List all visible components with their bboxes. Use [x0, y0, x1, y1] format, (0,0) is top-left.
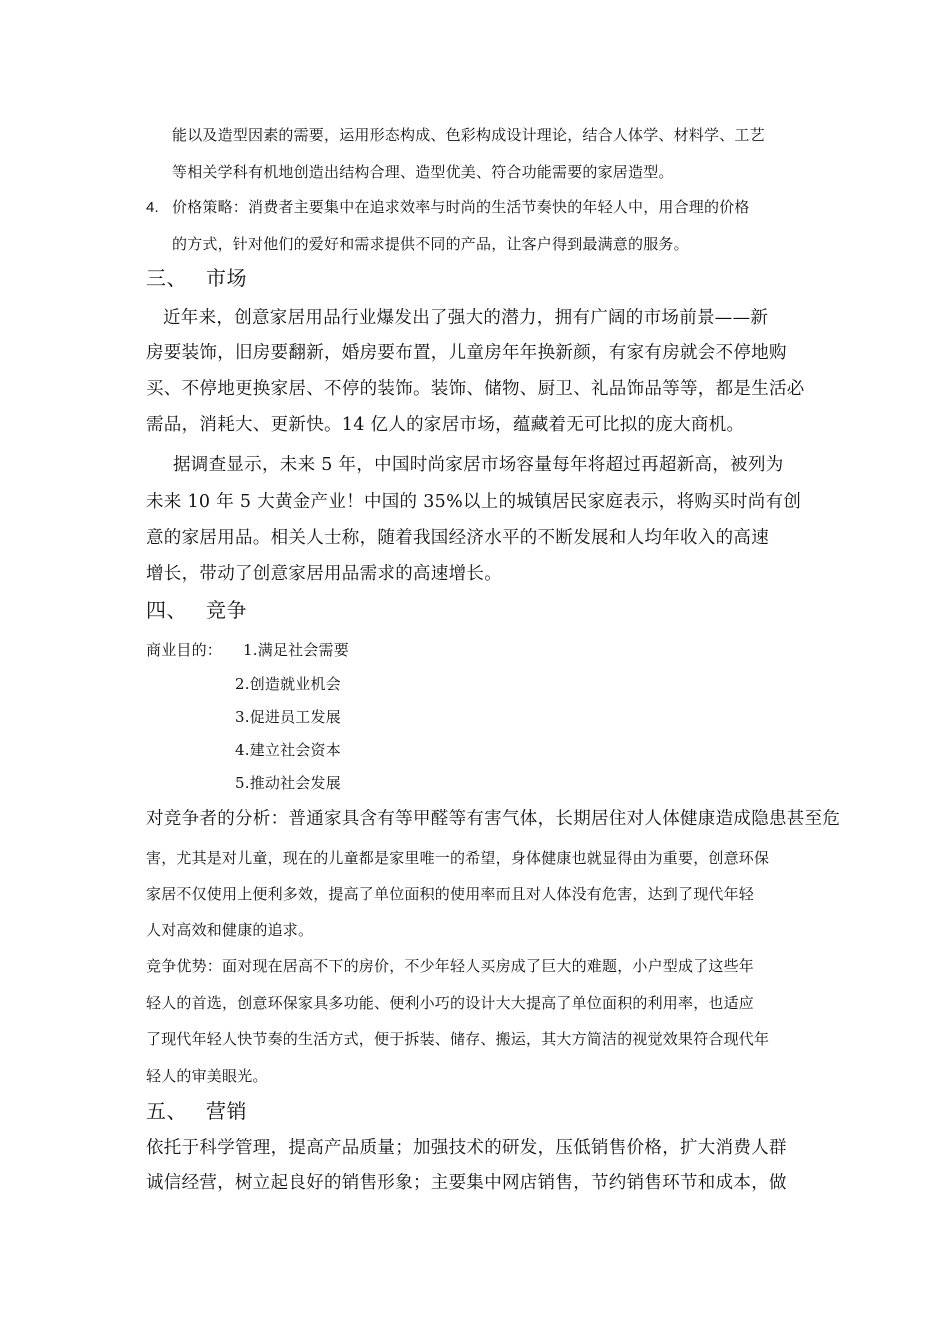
section-title: 竞争 — [206, 598, 247, 622]
market-p1-line: 近年来，创意家居用品行业爆发出了强大的潜力，拥有广阔的市场前景——新 — [163, 308, 769, 328]
market-p2-line: 未来 10 年 5 大黄金产业！中国的 35%以上的城镇居民家庭表示，将购买时尚有创 — [146, 492, 802, 512]
price-item-number: 4. — [146, 199, 159, 216]
section-number: 五、 — [146, 1099, 187, 1123]
design-line-1: 能以及造型因素的需要，运用形态构成、色彩构成设计理论，结合人体学、材料学、工艺 — [172, 126, 765, 144]
price-strategy-item — [146, 200, 750, 215]
analysis-line: 害，尤其是对儿童，现在的儿童都是家里唯一的希望，身体健康也就显得由为重要，创意环保 — [146, 849, 770, 867]
market-p1-line: 需品，消耗大、更新快。14 亿人的家居市场，蕴藏着无可比拟的庞大商机。 — [146, 415, 745, 435]
section-number: 三、 — [146, 266, 187, 290]
price-line-2: 的方式，针对他们的爱好和需求提供不同的产品，让客户得到最满意的服务。 — [172, 235, 689, 253]
advantage-line: 竞争优势：面对现在居高不下的房价，不少年轻人买房成了巨大的难题，小户型成了这些年 — [146, 957, 755, 975]
market-p1-line: 买、不停地更换家居、不停的装饰。装饰、储物、厨卫、礼品饰品等等，都是生活必 — [146, 379, 805, 399]
section-number: 四、 — [146, 598, 187, 622]
advantage-line: 轻人的审美眼光。 — [146, 1067, 268, 1085]
section-heading-competition — [146, 600, 247, 620]
analysis-line: 家居不仅使用上便利多效，提高了单位面积的使用率而且对人体没有危害，达到了现代年轻 — [146, 885, 755, 903]
section-heading-market — [146, 268, 247, 288]
price-line-1: 价格策略：消费者主要集中在追求效率与时尚的生活节奏快的年轻人中，用合理的价格 — [172, 198, 750, 216]
section-heading-marketing — [146, 1101, 247, 1121]
purpose-item: 3.促进员工发展 — [235, 708, 341, 726]
purpose-item: 4.建立社会资本 — [235, 741, 341, 759]
market-p1-line: 房要装饰，旧房要翻新，婚房要布置，儿童房年年换新颜，有家有房就会不停地购 — [146, 343, 787, 363]
analysis-line: 人对高效和健康的追求。 — [146, 921, 314, 939]
business-purpose-label: 商业目的： — [146, 641, 223, 659]
market-p2-line: 增长，带动了创意家居用品需求的高速增长。 — [146, 564, 502, 584]
purpose-item: 2.创造就业机会 — [235, 675, 341, 693]
purpose-item: 1.满足社会需要 — [243, 641, 349, 659]
market-p2-line: 意的家居用品。相关人士称，随着我国经济水平的不断发展和人均年收入的高速 — [146, 528, 769, 548]
advantage-line: 了现代年轻人快节奏的生活方式，便于拆装、储存、搬运，其大方简洁的视觉效果符合现代年 — [146, 1030, 770, 1048]
purpose-item: 5.推动社会发展 — [235, 774, 341, 792]
design-line-2: 等相关学科有机地创造出结构合理、造型优美、符合功能需要的家居造型。 — [172, 163, 674, 181]
market-p2-line: 据调查显示，未来 5 年，中国时尚家居市场容量每年将超过再超新高，被列为 — [173, 455, 784, 475]
section-title: 营销 — [206, 1099, 247, 1123]
marketing-line: 诚信经营，树立起良好的销售形象；主要集中网店销售，节约销售环节和成本，做 — [146, 1173, 787, 1193]
marketing-line: 依托于科学管理，提高产品质量；加强技术的研发，压低销售价格，扩大消费人群 — [146, 1138, 787, 1158]
advantage-line: 轻人的首选，创意环保家具多功能、便利小巧的设计大大提高了单位面积的利用率，也适应 — [146, 994, 755, 1012]
section-title: 市场 — [206, 266, 247, 290]
analysis-line: 对竞争者的分析：普通家具含有等甲醛等有害气体，长期居住对人体健康造成隐患甚至危 — [146, 809, 841, 829]
